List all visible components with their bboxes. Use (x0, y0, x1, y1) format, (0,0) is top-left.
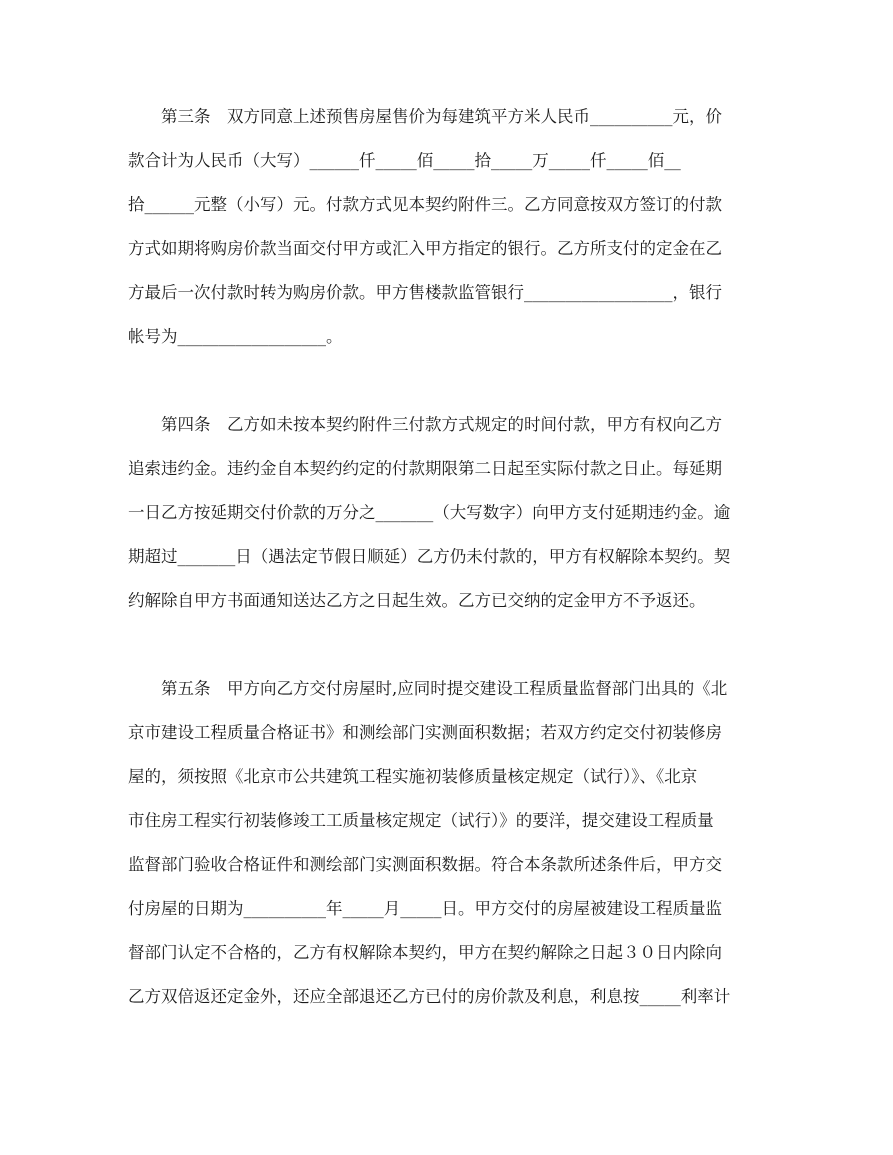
article4-line-3: 一日乙方按延期交付价款的万分之_______（大写数字）向甲方支付延期违约金。逾 (128, 503, 731, 522)
article3-line-6: 帐号为__________________。 (128, 327, 343, 346)
article5-line-8: 乙方双倍返还定金外，还应全部退还乙方已付的房价款及利息，利息按_____利率计 (128, 987, 731, 1006)
article5-line-7: 督部门认定不合格的，乙方有权解除本契约，甲方在契约解除之日起３０日内除向 (128, 943, 722, 962)
article3-line-3: 拾______元整（小写）元。付款方式见本契约附件三。乙方同意按双方签订的付款 (128, 195, 722, 214)
article3-line-1: 第三条 双方同意上述预售房屋售价为每建筑平方米人民币__________元，价 (128, 107, 722, 126)
article3-line-5: 方最后一次付款时转为购房价款。甲方售楼款监管银行__________________，银行 (128, 283, 722, 302)
article5-line-3: 屋的，须按照《北京市公共建筑工程实施初装修质量核定规定（试行）》、《北京 (128, 767, 698, 786)
article5-line-1: 第五条 甲方向乙方交付房屋时,应同时提交建设工程质量监督部门出具的《北 (128, 679, 728, 698)
article5-line-4: 市住房工程实行初装修竣工工质量核定规定（试行）》的要洋，提交建设工程质量 (128, 811, 714, 830)
article3-line-2: 款合计为人民币（大写）______仟_____佰_____拾_____万_____仟_____佰__ (128, 151, 681, 170)
article4-line-5: 约解除自甲方书面通知送达乙方之日起生效。乙方已交纳的定金甲方不予返还。 (128, 591, 706, 610)
article5-line-6: 付房屋的日期为__________年_____月_____日。甲方交付的房屋被建设工程质量监 (128, 899, 722, 918)
article4-line-1: 第四条 乙方如未按本契约附件三付款方式规定的时间付款，甲方有权向乙方 (128, 415, 722, 434)
article5-line-2: 京市建设工程质量合格证书》和测绘部门实测面积数据；若双方约定交付初装修房 (128, 723, 722, 742)
article4-line-2: 追索违约金。违约金自本契约约定的付款期限第二日起至实际付款之日止。每延期 (128, 459, 722, 478)
article5-line-5: 监督部门验收合格证件和测绘部门实测面积数据。符合本条款所述条件后，甲方交 (128, 855, 722, 874)
article4-line-4: 期超过_______日（遇法定节假日顺延）乙方仍未付款的，甲方有权解除本契约。契 (128, 547, 731, 566)
article3-line-4: 方式如期将购房价款当面交付甲方或汇入甲方指定的银行。乙方所支付的定金在乙 (128, 239, 722, 258)
